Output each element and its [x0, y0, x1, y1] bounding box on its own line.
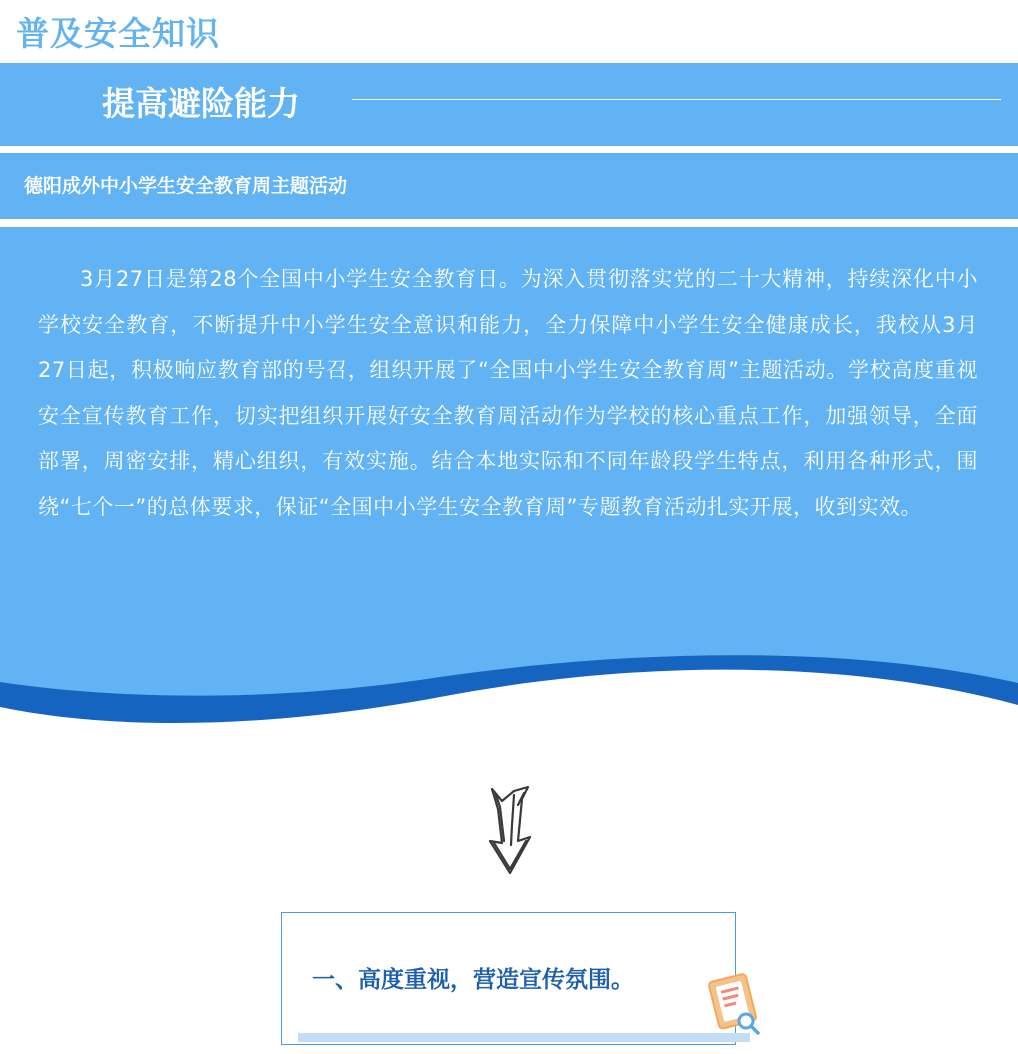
hand-drawn-down-arrow-icon — [484, 785, 536, 877]
subtitle: 提高避险能力 — [102, 84, 300, 123]
article-panel — [0, 227, 1018, 727]
event-title: 德阳成外中小学生安全教育周主题活动 — [24, 175, 348, 197]
page-heading: 普及安全知识 — [16, 14, 220, 53]
subtitle-rule — [352, 99, 1001, 100]
section-card — [281, 912, 736, 1045]
section-title: 一、高度重视，营造宣传氛围。 — [312, 967, 634, 993]
section-underline — [298, 1033, 750, 1042]
event-title-banner — [0, 153, 1018, 219]
document-magnifier-icon — [702, 967, 766, 1039]
subtitle-banner — [0, 63, 1018, 146]
article-paragraph: 3月27日是第28个全国中小学生安全教育日。为深入贯彻落实党的二十大精神，持续深化中小学校安全教育，不断提升中小学生安全意识和能力，全力保障中小学生安全健康成长，我校从3月27日起，积极响应教育部的号召，组织开展了“全国中小学生安全教育周”主题活动。学校高度重视安全宣传教育工作，切实把组织开展好安全教育周活动作为学校的核心重点工作，加强领导，全面部署，周密安排，精心组织，有效实施。结合本地实际和不同年龄段学生特点，利用各种形式，围绕“七个一”的总体要求，保证“全国中小学生安全教育周”专题教育活动扎实开展，收到实效。 — [38, 267, 978, 519]
